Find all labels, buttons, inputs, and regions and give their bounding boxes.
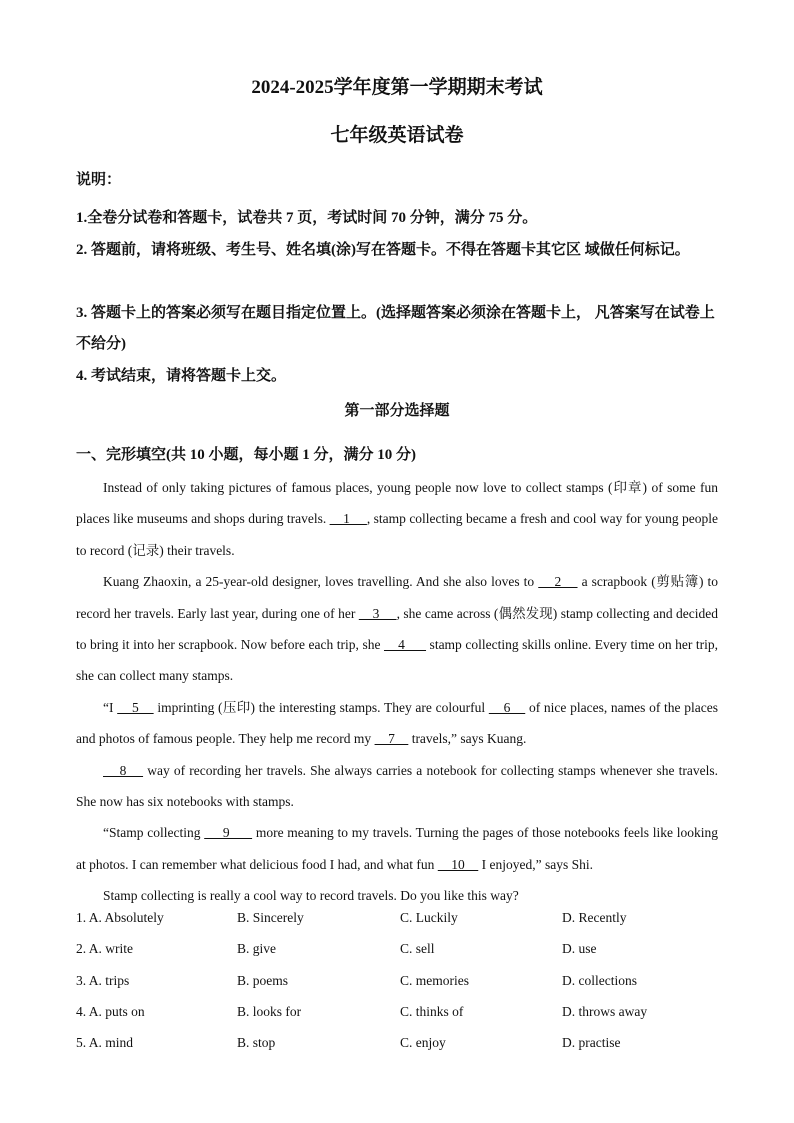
option-5c: C. enjoy xyxy=(400,1035,446,1051)
option-3b: B. poems xyxy=(237,972,289,988)
blank-2: 2 xyxy=(538,574,578,590)
passage-paragraph-1: Instead of only taking pictures of famous places, young people now love to collect stamps (印章) of some fun places like museums and shops during travels. 1 , stamp collecting became a fresh and cool way for young people to record (记录) their travels. xyxy=(76,480,718,558)
part-title: 一、完形填空(共 10 小题，每小题 1 分，满分 10 分) xyxy=(76,447,416,463)
option-2c: C. sell xyxy=(400,941,435,957)
blank-1: 1 xyxy=(329,511,367,527)
option-row-4 xyxy=(76,1004,718,1035)
option-4b: B. looks for xyxy=(237,1003,302,1019)
cloze-passage xyxy=(76,472,718,912)
option-2b: B. give xyxy=(237,941,276,957)
passage-paragraph-6: Stamp collecting is really a cool way to record travels. Do you like this way? xyxy=(103,888,519,904)
option-2a: 2. A. write xyxy=(76,941,133,957)
option-row-1 xyxy=(76,910,718,941)
blank-5: 5 xyxy=(117,699,154,715)
option-5d: D. practise xyxy=(562,1035,621,1051)
option-3c: C. memories xyxy=(400,972,469,988)
blank-6: 6 xyxy=(488,699,526,715)
option-row-3 xyxy=(76,973,718,1004)
option-1d: D. Recently xyxy=(562,910,627,925)
passage-paragraph-4: 8 way of recording her travels. She always carries a notebook for collecting stamps whenever she travels. She now has six notebooks with stamps. xyxy=(76,762,718,810)
option-1a: 1. A. Absolutely xyxy=(76,910,164,925)
blank-10: 10 xyxy=(437,856,479,872)
option-row-5 xyxy=(76,1035,718,1066)
instruction-1: 1.全卷分试卷和答题卡，试卷共 7 页，考试时间 70 分钟，满分 75 分。 xyxy=(76,210,538,226)
passage-paragraph-2: Kuang Zhaoxin, a 25-year-old designer, loves travelling. And she also loves to 2 a scrapbook (剪贴簿) to record her travels. Early last year, during one of her 3 , she came across (偶然发现) stamp collecting and decided to bring it into her scrapbook. Now before each trip, she 4 stamp collecting skills online. Every time on her trip, she can collect many stamps. xyxy=(76,574,719,684)
option-4c: C. thinks of xyxy=(400,1003,464,1019)
option-2d: D. use xyxy=(562,941,597,957)
option-5a: 5. A. mind xyxy=(76,1035,134,1051)
exam-subtitle: 七年级英语试卷 xyxy=(330,125,464,146)
exam-title: 2024-2025学年度第一学期期末考试 xyxy=(251,77,543,98)
instruction-3: 3. 答题卡上的答案必须写在题目指定位置上。(选择题答案必须涂在答题卡上， 凡答案写在试卷上不给分) xyxy=(76,305,715,352)
option-row-2 xyxy=(76,941,718,972)
passage-paragraph-3: “I 5 imprinting (压印) the interesting stamps. They are colourful 6 of nice places, names of the places and photos of famous people. They help me record my 7 travels,” says Kuang. xyxy=(76,699,718,747)
option-1b: B. Sincerely xyxy=(237,910,304,925)
option-3d: D. collections xyxy=(562,972,637,988)
option-1c: C. Luckily xyxy=(400,910,458,925)
answer-options xyxy=(76,910,718,1066)
option-3a: 3. A. trips xyxy=(76,972,130,988)
blank-4: 4 xyxy=(383,637,427,653)
blank-7: 7 xyxy=(374,731,409,747)
blank-3: 3 xyxy=(358,605,397,621)
notes-heading: 说明： xyxy=(76,172,122,188)
section-title: 第一部分选择题 xyxy=(344,403,450,419)
option-4a: 4. A. puts on xyxy=(76,1003,145,1019)
instruction-2: 2. 答题前，请将班级、考生号、姓名填(涂)写在答题卡。不得在答题卡其它区 域做任何标记。 xyxy=(76,242,690,258)
blank-9: 9 xyxy=(204,825,253,841)
blank-8: 8 xyxy=(103,762,144,778)
option-5b: B. stop xyxy=(237,1035,276,1051)
passage-paragraph-5: “Stamp collecting 9 more meaning to my travels. Turning the pages of those notebooks feels like looking at photos. I can remember what delicious food I had, and what fun 10 I enjoyed,” says Shi. xyxy=(76,825,718,872)
option-4d: D. throws away xyxy=(562,1003,648,1019)
instruction-4: 4. 考试结束，请将答题卡上交。 xyxy=(76,368,287,384)
